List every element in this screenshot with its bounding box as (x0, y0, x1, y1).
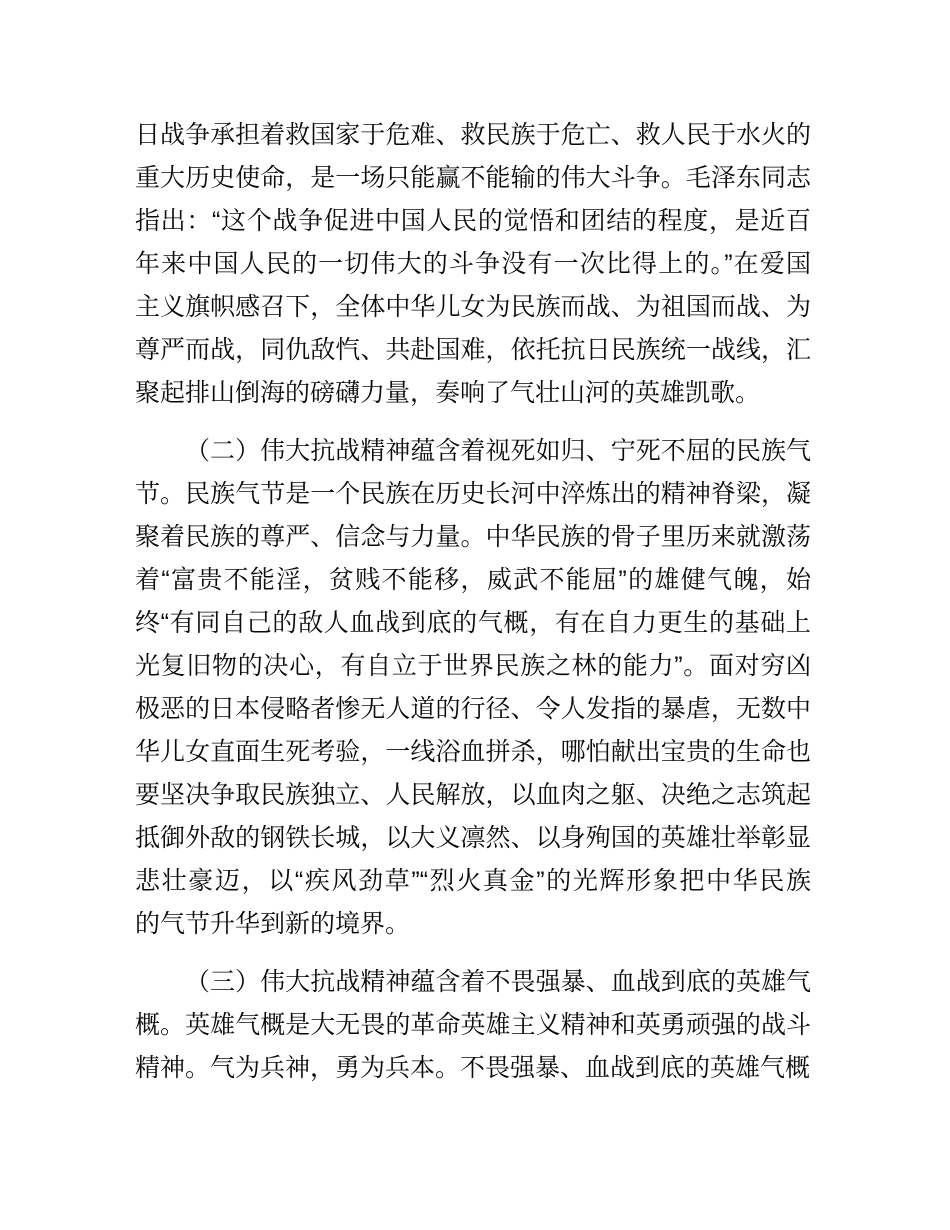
text-line: 尊严而战，同仇敌忾、共赴国难，依托抗日民族统一战线，汇 (135, 336, 811, 364)
text-line: 华儿女直面生死考验，一线浴血拼杀，哪怕献出宝贵的生命也 (135, 738, 811, 766)
text-line: 抵御外敌的钢铁长城，以大义凛然、以身殉国的英雄壮举彰显 (135, 824, 811, 852)
text-line: （三）伟大抗战精神蕴含着不畏强暴、血战到底的英雄气 (185, 968, 811, 996)
text-line: （二）伟大抗战精神蕴含着视死如归、宁死不屈的民族气 (185, 437, 811, 465)
text-line: 悲壮豪迈，以“疾风劲草”“烈火真金”的光辉形象把中华民族 (135, 867, 811, 895)
document-text-block (135, 114, 811, 1090)
text-line: 聚着民族的尊严、信念与力量。中华民族的骨子里历来就激荡 (135, 523, 811, 551)
text-line: 极恶的日本侵略者惨无人道的行径、令人发指的暴虐，无数中 (135, 695, 811, 723)
text-line: 日战争承担着救国家于危难、救民族于危亡、救人民于水火的 (135, 121, 811, 149)
text-line: 精神。气为兵神，勇为兵本。不畏强暴、血战到底的英雄气概 (135, 1054, 811, 1082)
text-line: 着“富贵不能淫，贫贱不能移，威武不能屈”的雄健气魄，始 (135, 566, 811, 594)
text-line: 主义旗帜感召下，全体中华儿女为民族而战、为祖国而战、为 (135, 293, 811, 321)
paragraph-1 (135, 114, 811, 415)
text-line: 终“有同自己的敌人血战到底的气概，有在自力更生的基础上 (135, 609, 811, 637)
text-line: 指出：“这个战争促进中国人民的觉悟和团结的程度，是近百 (135, 207, 811, 235)
text-line: 年来中国人民的一切伟大的斗争没有一次比得上的。”在爱国 (135, 250, 811, 278)
text-line: 节。民族气节是一个民族在历史长河中淬炼出的精神脊梁，凝 (135, 480, 811, 508)
text-line: 概。英雄气概是大无畏的革命英雄主义精神和英勇顽强的战斗 (135, 1011, 811, 1039)
text-line: 光复旧物的决心，有自立于世界民族之林的能力”。面对穷凶 (135, 652, 811, 680)
paragraph-2 (135, 430, 811, 946)
text-line: 要坚决争取民族独立、人民解放，以血肉之躯、决绝之志筑起 (135, 781, 811, 809)
text-line: 聚起排山倒海的磅礴力量，奏响了气壮山河的英雄凯歌。 (135, 379, 761, 407)
text-line: 重大历史使命，是一场只能赢不能输的伟大斗争。毛泽东同志 (135, 164, 811, 192)
text-line: 的气节升华到新的境界。 (135, 910, 411, 938)
paragraph-3 (135, 961, 811, 1090)
